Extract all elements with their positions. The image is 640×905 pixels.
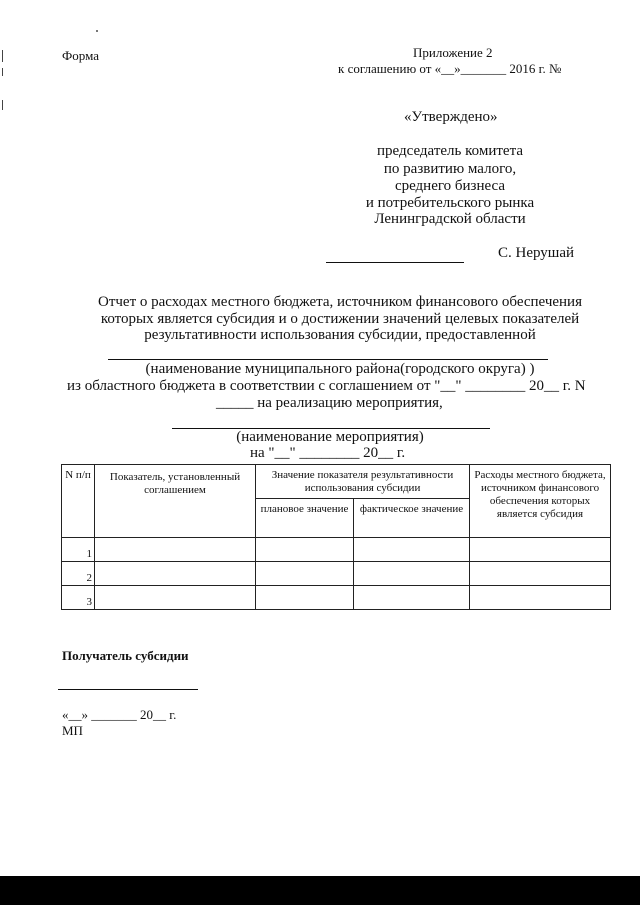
approval-line: по развитию малого,: [383, 161, 517, 177]
event-line: _____ на реализацию мероприятия,: [216, 395, 443, 411]
table-header-number: N п/п: [62, 465, 95, 538]
signature-line: [326, 262, 464, 263]
stamp-label: МП: [62, 723, 83, 738]
report-title-line: результативности использования субсидии, предоставленной: [144, 327, 536, 343]
approval-line: Ленинградской области: [374, 211, 526, 227]
agreement-line: из областного бюджета в соответствии с соглашением от "__" ________ 20__ г. N: [67, 378, 586, 394]
scan-speck: [96, 30, 98, 32]
approval-line: среднего бизнеса: [394, 178, 506, 194]
approval-line: и потребительского рынка: [365, 195, 535, 211]
appendix-title: Приложение 2: [413, 45, 493, 60]
appendix-agreement: к соглашению от «__»_______ 2016 г. №: [338, 61, 562, 76]
table-cell[interactable]: [354, 562, 470, 586]
form-label: Форма: [62, 48, 99, 63]
row-number: 2: [62, 562, 95, 586]
row-number: 1: [62, 538, 95, 562]
table-cell[interactable]: [95, 562, 256, 586]
row-number: 3: [62, 586, 95, 610]
approval-line: председатель комитета: [377, 143, 523, 159]
district-hint: (наименование муниципального района(городского округа) ): [145, 361, 535, 377]
table-row: [62, 586, 611, 610]
recipient-label: Получатель субсидии: [62, 648, 189, 663]
table-header-expenses: Расходы местного бюджета, источником финансового обеспечения которых является субсидия: [470, 465, 611, 538]
table-header-actual: фактическое значение: [354, 499, 470, 538]
report-title-line: которых является субсидия и о достижении значений целевых показателей: [100, 311, 580, 327]
report-title-line: Отчет о расходах местного бюджета, источником финансового обеспечения: [98, 294, 582, 310]
approval-title: «Утверждено»: [404, 109, 498, 125]
scan-edge-mark: [2, 100, 3, 110]
table-cell[interactable]: [354, 538, 470, 562]
table-cell[interactable]: [470, 562, 611, 586]
report-date-line: на "__" ________ 20__ г.: [250, 445, 406, 461]
table-cell[interactable]: [95, 586, 256, 610]
table-header-indicator: Показатель, установленный соглашением: [95, 465, 256, 538]
table-row: [62, 562, 611, 586]
table-cell[interactable]: [354, 586, 470, 610]
scan-edge-mark: [2, 68, 3, 76]
signatory-name: С. Нерушай: [498, 245, 575, 261]
district-blank-line: [108, 359, 548, 360]
table-header-planned: плановое значение: [256, 499, 354, 538]
indicators-table: [61, 464, 611, 610]
recipient-signature-line: [58, 689, 198, 690]
table-cell[interactable]: [470, 538, 611, 562]
table-cell[interactable]: [256, 562, 354, 586]
footer-date-line: «__» _______ 20__ г.: [62, 707, 177, 722]
table-cell[interactable]: [95, 538, 256, 562]
table-row: [62, 538, 611, 562]
table-cell[interactable]: [256, 538, 354, 562]
event-hint: (наименование мероприятия): [236, 429, 424, 445]
scan-edge-mark: [2, 50, 3, 62]
table-cell[interactable]: [470, 586, 611, 610]
table-cell[interactable]: [256, 586, 354, 610]
table-header-value-group: Значение показателя результативности использования субсидии: [256, 465, 470, 499]
scan-bottom-border: [0, 876, 640, 905]
